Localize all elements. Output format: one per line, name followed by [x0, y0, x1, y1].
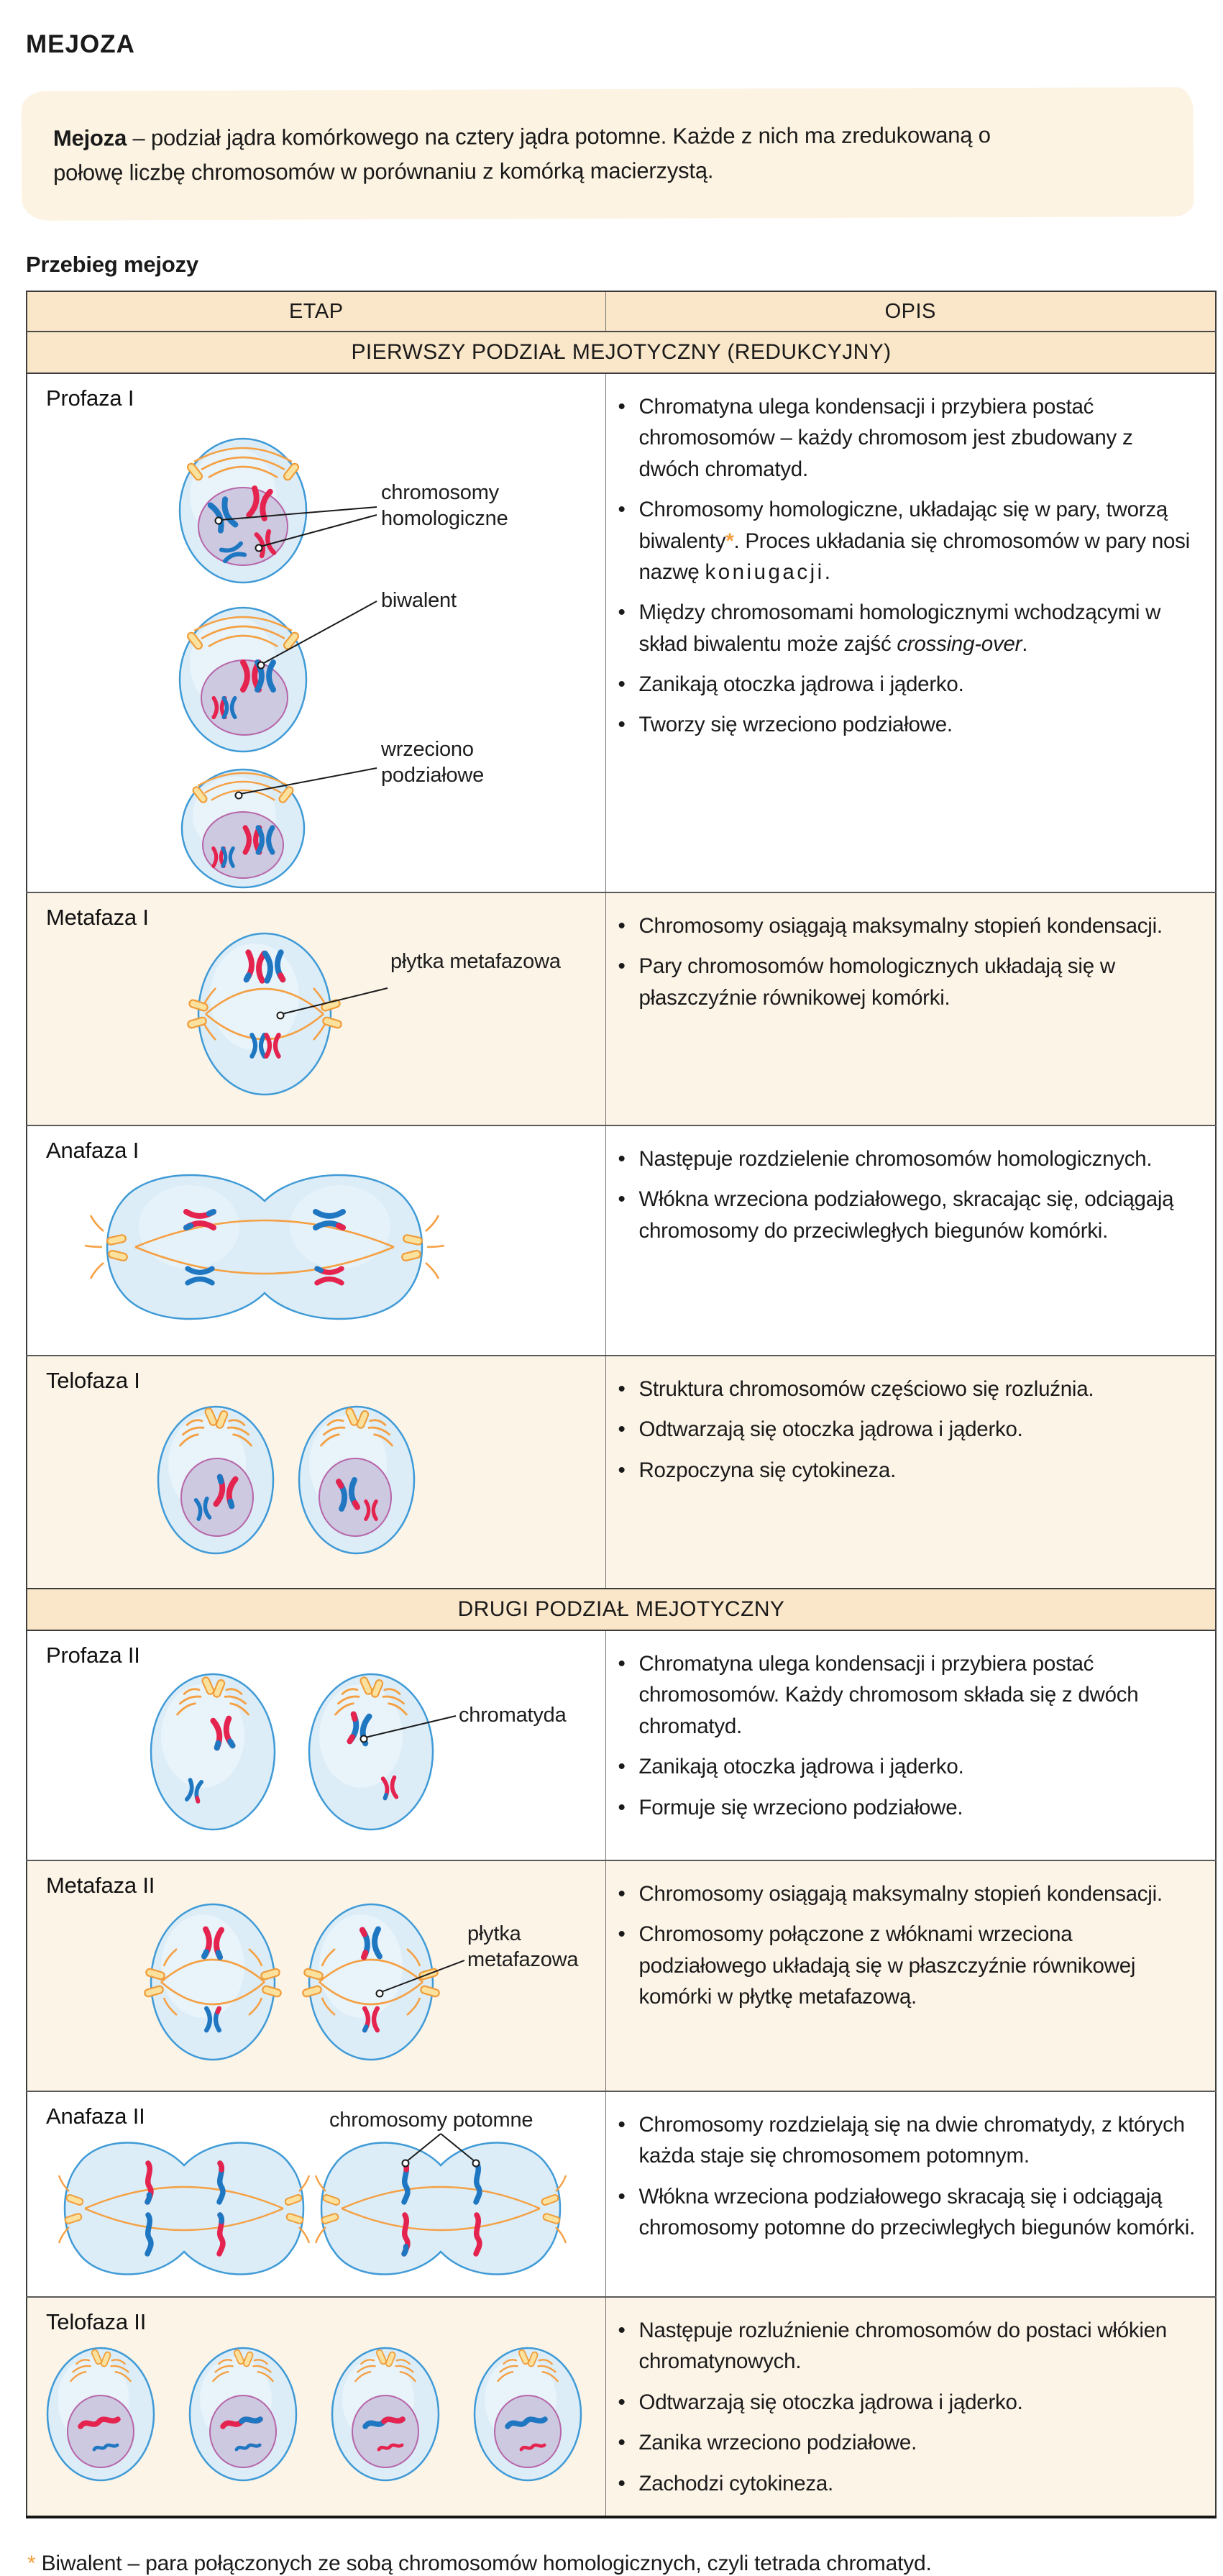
opis-list — [613, 1648, 1197, 1823]
footnote-asterisk: * — [27, 2551, 36, 2575]
etap-cell-profaza-1 — [27, 373, 605, 892]
stage-name: Anafaza I — [46, 1138, 139, 1164]
stage-row-profaza-1 — [27, 373, 1216, 892]
diagram-label-chromosomy-potomne: chromosomy potomne — [329, 2109, 533, 2132]
opis-list — [613, 1143, 1197, 1246]
stage-name: Profaza II — [46, 1643, 140, 1668]
column-header-opis: OPIS — [605, 291, 1216, 332]
definition-term: Mejoza — [52, 125, 127, 151]
opis-bullet: • Następuje rozdzielenie chromosomów homologicznych. — [613, 1143, 1197, 1174]
etap-cell-metafaza-2 — [27, 1860, 605, 2091]
meiosis-table — [26, 291, 1217, 2518]
stage-row-anafaza-2 — [27, 2091, 1216, 2297]
section-header-first-division: PIERWSZY PODZIAŁ MEJOTYCZNY (REDUKCYJNY) — [27, 332, 1216, 373]
opis-cell-metafaza-2 — [605, 1860, 1216, 2091]
etap-cell-metafaza-1 — [27, 892, 605, 1125]
opis-cell-profaza-2 — [605, 1630, 1216, 1860]
diagram-label-plytka-metafazowa: płytka metafazowa — [390, 950, 561, 974]
stage-row-telofaza-1 — [27, 1356, 1216, 1589]
opis-bullet: • Odtwarzają się otoczka jądrowa i jąderko. — [613, 2387, 1197, 2418]
opis-bullet: • Struktura chromosomów częściowo się rozluźnia. — [613, 1374, 1197, 1405]
opis-cell-telofaza-1 — [605, 1356, 1216, 1589]
diagram-label-wrzeciono-podzialowe: wrzeciono podziałowe — [381, 738, 485, 787]
definition-box — [22, 87, 1194, 221]
opis-bullet: • Chromosomy osiągają maksymalny stopień kondensacji. — [613, 910, 1197, 941]
stage-row-anafaza-1 — [27, 1125, 1216, 1356]
column-header-etap: ETAP — [27, 291, 605, 332]
opis-list — [613, 1878, 1197, 2012]
opis-bullet: • Włókna wrzeciona podziałowego skracają się i odciągają chromosomy potomne do przeciwległych biegunów komórki. — [613, 2181, 1197, 2244]
opis-bullet: • Następuje rozluźnienie chromosomów do postaci włókien chromatynowych. — [613, 2315, 1197, 2378]
opis-bullet: • Tworzy się wrzeciono podziałowe. — [613, 709, 1197, 740]
stage-row-profaza-2 — [27, 1630, 1216, 1860]
stage-name: Anafaza II — [46, 2104, 145, 2129]
stage-name: Metafaza I — [46, 905, 149, 931]
etap-cell-anafaza-1 — [27, 1125, 605, 1356]
diagram-label-biwalent: biwalent — [381, 589, 457, 613]
opis-list — [613, 2109, 1197, 2243]
diagram-label-plytka-metafazowa-2: płytka metafazowa — [467, 1922, 579, 1972]
opis-bullet: • Zanikają otoczka jądrowa i jąderko. — [613, 669, 1197, 700]
diagram-label-chromatyda: chromatyda — [459, 1704, 567, 1727]
etap-cell-profaza-2 — [27, 1630, 605, 1860]
section-header-second-division: DRUGI PODZIAŁ MEJOTYCZNY — [27, 1589, 1216, 1630]
opis-cell-anafaza-2 — [605, 2091, 1216, 2297]
footnote-text: Biwalent – para połączonych ze sobą chromosomów homologicznych, czyli tetrada chromatyd. — [35, 2551, 932, 2575]
profaza-1-illustration — [27, 374, 606, 892]
opis-bullet: • Chromosomy połączone z włóknami wrzeciona podziałowego układają się w płaszczyźnie równikowej komórki w płytkę metafazową. — [613, 1919, 1197, 2012]
opis-bullet: • Rozpoczyna się cytokineza. — [613, 1455, 1197, 1486]
opis-bullet: • Zanikają otoczka jądrowa i jąderko. — [613, 1751, 1197, 1782]
opis-bullet: • Zachodzi cytokineza. — [613, 2468, 1197, 2499]
opis-cell-metafaza-1 — [605, 892, 1216, 1125]
opis-bullet: • Formuje się wrzeciono podziałowe. — [613, 1792, 1197, 1823]
opis-cell-telofaza-2 — [605, 2297, 1216, 2517]
opis-bullet: • Chromatyna ulega kondensacji i przybiera postać chromosomów. Każdy chromosom składa się z dwóch chromatyd. — [613, 1648, 1197, 1742]
table-header-row — [27, 291, 1216, 332]
stage-name: Profaza I — [46, 385, 134, 411]
opis-bullet: • Odtwarzają się otoczka jądrowa i jąderko. — [613, 1414, 1197, 1445]
definition-paragraph — [53, 118, 1053, 191]
opis-bullet: • Chromatyna ulega kondensacji i przybiera postać chromosomów – każdy chromosom jest zbudowany z dwóch chromatyd. — [613, 391, 1197, 485]
stage-row-metafaza-2 — [27, 1860, 1216, 2091]
diagram-label-chromosomy-homologiczne: chromosomy homologiczne — [381, 481, 508, 531]
opis-cell-profaza-1 — [605, 373, 1216, 892]
opis-bullet: • Pary chromosomów homologicznych układają się w płaszczyźnie równikowej komórki. — [613, 951, 1197, 1013]
stage-name: Metafaza II — [46, 1873, 155, 1899]
footnote — [27, 2552, 1216, 2576]
asterisk-marker: * — [725, 529, 734, 553]
opis-bullet: • Między chromosomami homologicznymi wchodzącymi w skład biwalentu może zajść crossing-over. — [613, 597, 1197, 659]
opis-bullet: • Włókna wrzeciona podziałowego, skracając się, odciągają chromosomy do przeciwległych biegunów komórki. — [613, 1184, 1197, 1246]
opis-list — [613, 1374, 1197, 1486]
opis-bullet: • Chromosomy rozdzielają się na dwie chromatydy, z których każda staje się chromosomem potomnym. — [613, 2109, 1197, 2172]
opis-bullet: • Chromosomy homologiczne, układając się w pary, tworzą biwalenty*. Proces układania się chromosomów w pary nosi nazwę koniugacji. — [613, 494, 1197, 588]
section-heading: Przebieg mejozy — [26, 252, 198, 278]
etap-cell-telofaza-1 — [27, 1356, 605, 1589]
opis-bullet: • Zanika wrzeciono podziałowe. — [613, 2427, 1197, 2458]
opis-list — [613, 2315, 1197, 2499]
opis-bullet: • Chromosomy osiągają maksymalny stopień kondensacji. — [613, 1878, 1197, 1909]
stage-name: Telofaza II — [46, 2309, 147, 2335]
opis-cell-anafaza-1 — [605, 1125, 1216, 1356]
etap-cell-anafaza-2 — [27, 2091, 605, 2297]
opis-list — [613, 910, 1197, 1013]
page-title: MEJOZA — [26, 30, 135, 58]
stage-name: Telofaza I — [46, 1368, 140, 1394]
opis-list — [613, 391, 1197, 741]
etap-cell-telofaza-2 — [27, 2297, 605, 2517]
stage-row-telofaza-2 — [27, 2297, 1216, 2517]
stage-row-metafaza-1 — [27, 892, 1216, 1125]
definition-text: – podział jądra komórkowego na cztery jądra potomne. Każde z nich ma zredukowaną o połowę liczbę chromosomów w porównaniu z komórką macierzystą. — [53, 122, 991, 186]
stage-diagram-profaza-1 — [27, 374, 605, 892]
